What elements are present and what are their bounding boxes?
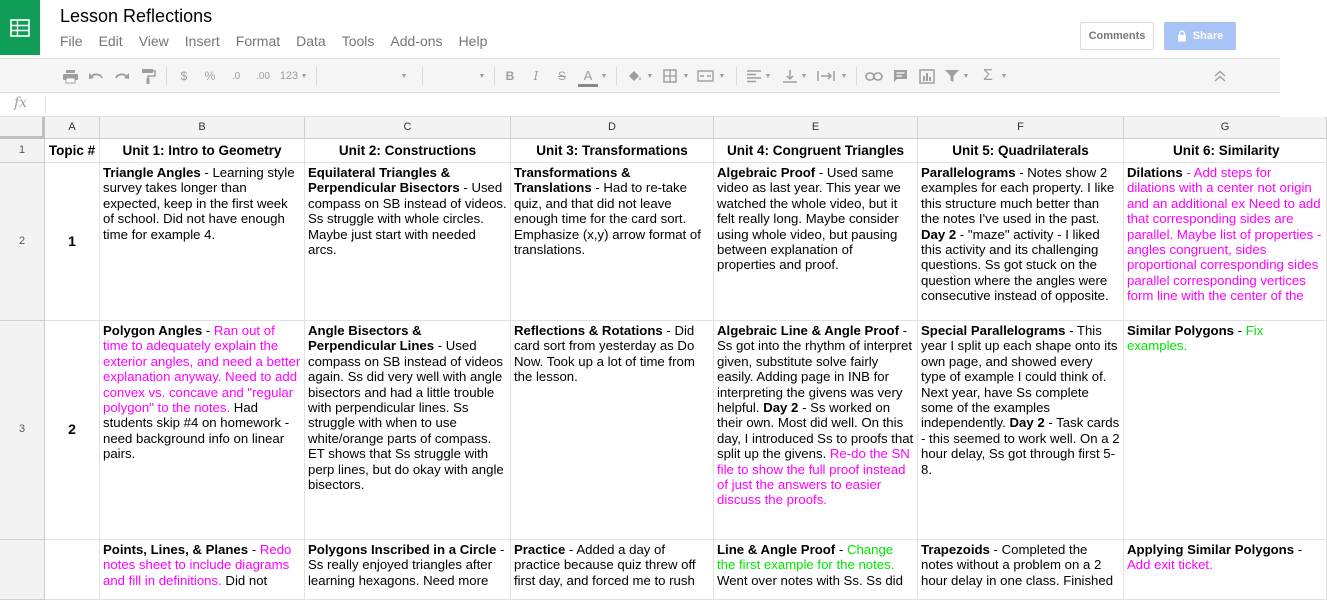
cell-text-run: Re-do the SN file to show the full proof instead of just the answers to easier discuss the proofs. xyxy=(717,446,910,508)
app-header xyxy=(0,0,1280,58)
cell-e4[interactable] xyxy=(714,540,918,600)
cell-text-run: Ran out of time to adequately explain the exterior angles, and need a better explanation anyway. Need to add convex vs. concave and "regular polygon" to the notes. xyxy=(103,323,301,416)
sheets-logo-icon[interactable] xyxy=(0,0,40,55)
font-size-dropdown[interactable]: ▼ xyxy=(478,72,486,80)
function-icon: fx xyxy=(14,95,28,111)
chevron-down-icon[interactable]: ▼ xyxy=(840,72,848,80)
share-button[interactable] xyxy=(1164,22,1236,50)
header-cell-unit4[interactable]: Unit 4: Congruent Triangles xyxy=(714,139,918,163)
cell-text-run: Polygon Angles xyxy=(103,323,203,338)
cell-c2[interactable] xyxy=(305,163,511,321)
cell-text-run: Practice xyxy=(514,542,566,557)
menu-bar xyxy=(60,33,503,49)
print-icon[interactable] xyxy=(62,67,78,85)
formula-bar xyxy=(0,93,1280,117)
cell-text-run: - xyxy=(835,542,847,557)
cell-text-run: Equilateral Triangles & Perpendicular Bisectors xyxy=(308,165,460,196)
italic-button[interactable]: I xyxy=(533,69,539,83)
cell-text-run: - xyxy=(202,323,214,338)
cell-e2[interactable] xyxy=(714,163,918,321)
number-format-button[interactable]: 123 xyxy=(279,70,299,82)
column-header[interactable]: G xyxy=(1124,117,1327,139)
cell-text-run: - xyxy=(1294,542,1303,557)
cell-text-run: Did not xyxy=(221,572,268,588)
filter-icon[interactable] xyxy=(944,67,960,85)
cell-text-run: Parallelograms xyxy=(921,165,1016,180)
menu-edit[interactable]: Edit xyxy=(98,33,123,49)
formula-input[interactable] xyxy=(52,96,1252,114)
cell-text-run: Line & Angle Proof xyxy=(717,542,836,557)
align-left-icon[interactable] xyxy=(746,67,762,85)
cell-c3[interactable] xyxy=(305,321,511,540)
cell-text-run: - Task cards - this seemed to work well. On a 2 hour delay, Ss got through first 5-8. xyxy=(921,415,1120,477)
collapse-toolbar-icon[interactable] xyxy=(1212,67,1228,85)
cell-text-run: Polygons Inscribed in a Circle xyxy=(308,542,497,557)
cell-text-run: - Learning style survey takes longer than expected, keep in the first week of school. Did not have enough time for example 4. xyxy=(103,165,295,242)
row-header[interactable]: 1 xyxy=(0,139,45,163)
strikethrough-button[interactable]: S xyxy=(557,69,566,83)
topic-cell[interactable]: 1 xyxy=(45,163,100,321)
row-header[interactable]: 2 xyxy=(0,163,45,321)
cell-text-run: - Used compass on SB instead of videos again. Ss did very well with angle bisectors and had a little trouble with perpendicular lines. Ss struggle with when to use white/orange parts of compass. ET shows that Ss struggle with perp lines, but do okay with angle bisectors. xyxy=(308,338,504,493)
chevron-down-icon[interactable]: ▼ xyxy=(1000,72,1008,80)
menu-format[interactable]: Format xyxy=(235,33,281,49)
cell-text-run: Went over notes with Ss. Ss did xyxy=(717,572,903,588)
chevron-down-icon[interactable]: ▼ xyxy=(800,72,808,80)
menu-insert[interactable]: Insert xyxy=(184,33,220,49)
cell-text-run: Similar Polygons xyxy=(1127,323,1234,338)
functions-icon[interactable]: Σ xyxy=(983,67,993,84)
cell-text-run: - xyxy=(248,542,260,557)
document-title[interactable]: Lesson Reflections xyxy=(60,6,213,26)
cell-text-run: - xyxy=(1234,323,1246,338)
header-cell-unit2[interactable]: Unit 2: Constructions xyxy=(305,139,511,163)
menu-addons[interactable]: Add-ons xyxy=(390,33,443,49)
insert-comment-icon[interactable] xyxy=(892,67,908,85)
paint-format-icon[interactable] xyxy=(140,67,156,85)
row-header[interactable]: 3 xyxy=(0,321,45,540)
comments-button[interactable]: Comments xyxy=(1080,22,1154,50)
menu-tools[interactable]: Tools xyxy=(341,33,375,49)
column-header[interactable]: D xyxy=(511,117,714,139)
cell-text-run: Day 2 xyxy=(763,400,799,416)
cell-text-run: - Did card sort from yesterday as Do Now. Took up a lot of time from the lesson. xyxy=(514,323,695,385)
cell-text-run: Transformations & Translations xyxy=(514,165,631,196)
cell-text-run: - Had to re-take quiz, and that did not leave enough time for the card sort. Emphasize (x,y) arrow format of translations. xyxy=(514,180,701,258)
chevron-down-icon[interactable]: ▼ xyxy=(600,72,608,80)
increase-decimal-button[interactable]: .00 xyxy=(256,70,270,82)
header-cell-unit3[interactable]: Unit 3: Transformations xyxy=(511,139,714,163)
topic-cell[interactable]: 2 xyxy=(45,321,100,540)
text-color-button[interactable]: A xyxy=(578,67,598,87)
cell-text-run: Dilations xyxy=(1127,165,1183,180)
cell-text-run: Redo notes sheet to include diagrams and fill in definitions. xyxy=(103,542,292,588)
cell-text-run: - This year I split up each shape onto its own page, and showed every type of example I could think of. Next year, have Ss complete some of the examples independently. xyxy=(921,323,1118,431)
insert-chart-icon[interactable] xyxy=(918,67,936,85)
row-header[interactable] xyxy=(0,540,45,600)
cell-d4[interactable] xyxy=(511,540,714,600)
chevron-down-icon[interactable]: ▼ xyxy=(764,72,772,80)
header-cell-unit1[interactable]: Unit 1: Intro to Geometry xyxy=(100,139,305,163)
cell-g4[interactable] xyxy=(1124,540,1327,600)
column-header[interactable]: C xyxy=(305,117,511,139)
font-family-dropdown[interactable]: ▼ xyxy=(400,72,408,80)
cell-text-run: Fix examples. xyxy=(1127,323,1264,354)
cell-text-run: Add exit ticket. xyxy=(1127,557,1213,573)
cell-text-run: - Ss really enjoyed triangles after learning hexagons. Need more xyxy=(308,542,505,588)
cell-text-run: - Completed the notes without a problem on a 2 hour delay in one class. Finished xyxy=(921,542,1114,588)
cell-b3[interactable] xyxy=(100,321,305,540)
cell-d2[interactable] xyxy=(511,163,714,321)
topic-cell[interactable] xyxy=(45,540,100,600)
menu-help[interactable]: Help xyxy=(458,33,488,49)
vertical-align-icon[interactable] xyxy=(782,67,798,85)
cell-text-run: - Add steps for dilations with a center not origin and an additional ex Need to add that corresponding sides are parallel. Maybe list of properties - angles congruent, sides proportional corresponding sides parallel corresponding vertices form line with the center of the xyxy=(1127,165,1322,304)
menu-file[interactable]: File xyxy=(60,33,83,49)
cell-text-run: Day 2 xyxy=(1009,415,1045,431)
undo-icon[interactable] xyxy=(88,67,104,85)
cell-f2[interactable] xyxy=(918,163,1124,321)
borders-icon[interactable] xyxy=(662,67,678,85)
cell-text-run: Trapezoids xyxy=(921,542,990,557)
cell-text-run: Algebraic Line & Angle Proof xyxy=(717,323,899,338)
percent-format-button[interactable]: % xyxy=(204,69,216,83)
header-cell-unit5[interactable]: Unit 5: Quadrilaterals xyxy=(918,139,1124,163)
cell-text-run: - Added a day of practice because quiz threw off first day, and forced me to rush xyxy=(514,542,696,588)
insert-link-icon[interactable] xyxy=(864,67,884,85)
column-header[interactable]: A xyxy=(45,117,100,139)
cell-e3[interactable] xyxy=(714,321,918,540)
chevron-down-icon[interactable]: ▼ xyxy=(718,72,726,80)
bold-button[interactable]: B xyxy=(505,69,515,83)
chevron-down-icon[interactable]: ▼ xyxy=(962,72,970,80)
column-header[interactable]: F xyxy=(918,117,1124,139)
cell-text-run: Reflections & Rotations xyxy=(514,323,663,338)
cell-text-run: Change the first example for the notes. xyxy=(717,542,895,573)
cell-text-run: Special Parallelograms xyxy=(921,323,1066,338)
menu-view[interactable]: View xyxy=(138,33,169,49)
menu-data[interactable]: Data xyxy=(296,33,326,49)
cell-text-run: - Used same video as last year. This year we watched the whole video, but it felt really long. Maybe consider using whole video, but pausing between explanation of properties and proof. xyxy=(717,165,901,273)
cell-f4[interactable] xyxy=(918,540,1124,600)
cell-text-run: Algebraic Proof xyxy=(717,165,816,180)
cell-d3[interactable] xyxy=(511,321,714,540)
cell-text-run: Triangle Angles xyxy=(103,165,201,180)
column-header[interactable]: E xyxy=(714,117,918,139)
cell-text-run: - Notes show 2 examples for each property. I like this structure much better than the notes I've used in the past. xyxy=(921,165,1115,227)
redo-icon[interactable] xyxy=(114,67,130,85)
cell-f3[interactable] xyxy=(918,321,1124,540)
header-cell-unit6[interactable]: Unit 6: Similarity xyxy=(1124,139,1327,163)
cell-b2[interactable] xyxy=(100,163,305,321)
merge-cells-icon[interactable] xyxy=(696,67,714,85)
cell-c4[interactable] xyxy=(305,540,511,600)
cell-text-run: - Used compass on SB instead of videos. Ss struggle with whole circles. Maybe just start with needed arcs. xyxy=(308,180,507,258)
cell-text-run: Points, Lines, & Planes xyxy=(103,542,249,557)
share-label: Share xyxy=(1192,30,1224,42)
chevron-down-icon[interactable]: ▼ xyxy=(300,72,308,80)
text-wrap-icon[interactable] xyxy=(816,67,836,85)
decrease-decimal-button[interactable]: .0 xyxy=(231,70,241,82)
fill-color-icon[interactable] xyxy=(626,67,642,85)
cell-g3[interactable] xyxy=(1124,321,1327,540)
cell-g2[interactable] xyxy=(1124,163,1327,321)
currency-format-button[interactable]: $ xyxy=(180,69,188,83)
cell-text-run: Had students skip #4 on homework - need background info on linear pairs. xyxy=(103,400,290,462)
cell-text-run: Day 2 xyxy=(921,226,957,242)
cell-b4[interactable] xyxy=(100,540,305,600)
cell-text-run: - "maze" activity - I liked this activity and its challenging questions. Ss got stuck on the question where the angles were consecutive instead of opposite. xyxy=(921,226,1109,304)
column-header[interactable]: B xyxy=(100,117,305,139)
lock-icon xyxy=(1177,30,1187,42)
header-cell-topic[interactable]: Topic # xyxy=(45,139,100,163)
select-all-corner[interactable] xyxy=(0,117,45,139)
cell-text-run: - Ss worked on their own. Most did well. On this day, I introduced Ss to proofs that split up the givens. xyxy=(717,400,914,462)
chevron-down-icon[interactable]: ▼ xyxy=(646,72,654,80)
toolbar xyxy=(0,58,1280,93)
cell-text-run: Angle Bisectors & Perpendicular Lines xyxy=(308,323,435,354)
chevron-down-icon[interactable]: ▼ xyxy=(682,72,690,80)
cell-text-run: Applying Similar Polygons xyxy=(1127,542,1295,557)
cell-text-run: - Ss got into the rhythm of interpret given, substitute solve fairly easily. Adding page in INB for interpreting the givens was very helpful. xyxy=(717,323,912,416)
